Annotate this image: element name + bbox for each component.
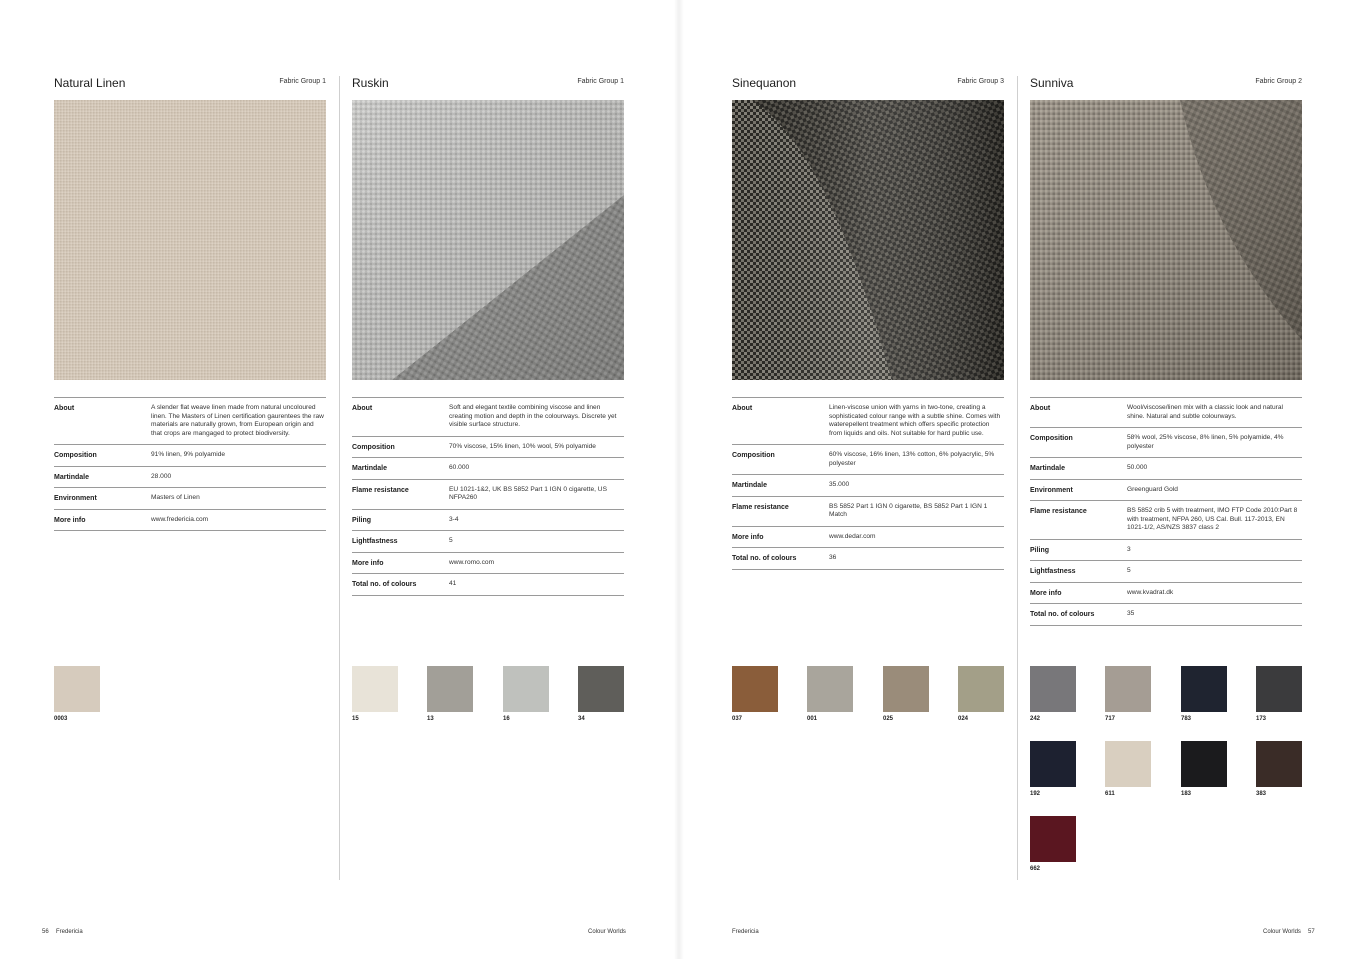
spec-row bbox=[352, 480, 624, 510]
spec-label: Piling bbox=[352, 516, 372, 524]
spec-row bbox=[54, 510, 326, 532]
color-swatch[interactable] bbox=[427, 666, 473, 712]
spec-label: Martindale bbox=[1030, 465, 1066, 472]
swatch-code: 183 bbox=[1181, 791, 1192, 797]
spec-value: 35 bbox=[1127, 610, 1135, 617]
brand-left: Fredericia bbox=[56, 929, 83, 935]
fabric-specs bbox=[1030, 397, 1302, 626]
color-swatch[interactable] bbox=[503, 666, 549, 712]
spec-value: 36 bbox=[829, 554, 837, 561]
spec-row bbox=[1030, 480, 1302, 502]
spec-row bbox=[54, 445, 326, 467]
spec-value: Linen-viscose union with yarns in two-tone, creating a sophisticated colour range with a subtle shine. Comes with waterepellent treatment which offers specific protection from liquids and oils. Not suitable for hard public use. bbox=[829, 404, 1001, 437]
spec-row bbox=[1030, 458, 1302, 480]
page-number-left: 56 bbox=[42, 929, 49, 935]
spec-value: BS 5852 crib 5 with treatment, IMO FTP Code 2010:Part 8 with treatment, NFPA 260, US Cal. Bull. 117-2013, EN 1021-1/2, AS/NZS 3837 class 2 bbox=[1127, 507, 1298, 531]
spec-label: Total no. of colours bbox=[1030, 611, 1095, 618]
spec-label: Composition bbox=[352, 443, 395, 451]
spec-value: A slender flat weave linen made from natural uncoloured linen. The Masters of Linen certification gaurentees the raw materials are naturally grown, from European origin and that crops are mangaged to protect biodiversity. bbox=[151, 404, 324, 437]
spec-label: Composition bbox=[732, 452, 775, 459]
spec-row bbox=[352, 458, 624, 480]
color-swatch[interactable] bbox=[54, 666, 100, 712]
spec-row bbox=[1030, 428, 1302, 458]
color-swatch[interactable] bbox=[1105, 741, 1151, 787]
fabric-card-ruskin bbox=[352, 0, 624, 959]
spec-label: Piling bbox=[1030, 546, 1050, 554]
spec-row bbox=[352, 437, 624, 459]
fabric-group: Fabric Group 2 bbox=[1255, 78, 1302, 85]
swatch-code: 15 bbox=[352, 716, 359, 722]
swatch-code: 037 bbox=[732, 716, 743, 722]
spec-row bbox=[352, 574, 624, 596]
spec-row bbox=[54, 488, 326, 510]
fabric-group: Fabric Group 1 bbox=[577, 78, 624, 85]
spec-value: 91% linen, 9% polyamide bbox=[151, 451, 226, 458]
page-gutter bbox=[674, 0, 684, 959]
fabric-card-sinequanon bbox=[732, 0, 1004, 959]
spec-label: About bbox=[1030, 405, 1051, 412]
fabric-specs bbox=[352, 397, 624, 596]
spec-value: 3-4 bbox=[449, 515, 459, 523]
spec-label: About bbox=[352, 405, 373, 412]
spec-label: More info bbox=[352, 559, 384, 567]
spec-row bbox=[732, 398, 1004, 445]
spec-row bbox=[1030, 501, 1302, 540]
color-swatch[interactable] bbox=[1105, 666, 1151, 712]
fabric-group: Fabric Group 1 bbox=[279, 78, 326, 85]
fabric-specs bbox=[732, 397, 1004, 570]
swatch-code: 024 bbox=[958, 716, 969, 722]
spec-row bbox=[1030, 561, 1302, 583]
swatch-code: 34 bbox=[578, 716, 585, 722]
color-swatch[interactable] bbox=[807, 666, 853, 712]
fabric-group: Fabric Group 3 bbox=[957, 78, 1004, 85]
section-right: Colour Worlds bbox=[1263, 929, 1301, 935]
spec-value: 60.000 bbox=[449, 464, 470, 471]
fabric-name: Sinequanon bbox=[732, 76, 797, 90]
swatch-code: 662 bbox=[1030, 866, 1041, 872]
fabric-photo bbox=[732, 100, 1004, 380]
spec-value: Wool/viscose/linen mix with a classic look and natural shine. Natural and subtle colourways. bbox=[1127, 404, 1283, 420]
spec-label: Lightfastness bbox=[1030, 568, 1076, 575]
spec-label: Composition bbox=[1030, 435, 1073, 442]
swatch-code: 242 bbox=[1030, 716, 1041, 722]
color-swatch[interactable] bbox=[1030, 666, 1076, 712]
fabric-name: Sunniva bbox=[1030, 76, 1074, 90]
spec-row bbox=[1030, 583, 1302, 605]
color-swatch[interactable] bbox=[578, 666, 624, 712]
spec-value: 35.000 bbox=[829, 481, 850, 488]
spec-label: Environment bbox=[54, 495, 97, 502]
spec-row bbox=[352, 510, 624, 532]
fabric-card-natural-linen bbox=[54, 0, 326, 959]
color-swatch[interactable] bbox=[1256, 666, 1302, 712]
spec-value: www.kvadrat.dk bbox=[1127, 588, 1174, 596]
spec-value: www.fredericia.com bbox=[151, 515, 209, 523]
spec-label: More info bbox=[1030, 589, 1062, 597]
spec-label: About bbox=[732, 405, 753, 412]
spec-value: Masters of Linen bbox=[151, 494, 200, 501]
swatch-code: 001 bbox=[807, 716, 818, 722]
spec-row bbox=[732, 475, 1004, 497]
spec-value: 41 bbox=[449, 580, 457, 587]
spec-row bbox=[1030, 398, 1302, 428]
spec-value: 5 bbox=[449, 537, 453, 544]
spec-row bbox=[732, 527, 1004, 549]
spec-row bbox=[54, 467, 326, 489]
swatch-code: 13 bbox=[427, 716, 434, 722]
spec-label: Martindale bbox=[352, 465, 388, 472]
spec-row bbox=[1030, 540, 1302, 562]
color-swatch[interactable] bbox=[1030, 741, 1076, 787]
swatch-code: 611 bbox=[1105, 791, 1115, 797]
swatch-code: 025 bbox=[883, 716, 894, 722]
spec-label: More info bbox=[54, 516, 86, 524]
spec-value: Soft and elegant textile combining viscose and linen creating motion and depth in the colourways. Discrete yet visible surface structure. bbox=[449, 404, 617, 428]
spec-value: www.dedar.com bbox=[829, 532, 876, 540]
color-swatch[interactable] bbox=[1181, 741, 1227, 787]
spec-value: 3 bbox=[1127, 545, 1131, 553]
page-number-right: 57 bbox=[1308, 929, 1315, 935]
spec-row bbox=[352, 531, 624, 553]
spec-value: EU 1021-1&2, UK BS 5852 Part 1 IGN 0 cigarette, US NFPA260 bbox=[449, 485, 607, 501]
color-swatch[interactable] bbox=[883, 666, 929, 712]
fabric-photo bbox=[54, 100, 326, 380]
spec-label: More info bbox=[732, 533, 764, 541]
fabric-card-sunniva bbox=[1030, 0, 1302, 959]
spec-label: Composition bbox=[54, 452, 97, 459]
spec-row bbox=[352, 553, 624, 575]
color-swatch[interactable] bbox=[1256, 741, 1302, 787]
spec-value: 5 bbox=[1127, 567, 1131, 574]
swatch-code: 192 bbox=[1030, 791, 1041, 797]
color-swatch[interactable] bbox=[958, 666, 1004, 712]
fabric-name: Natural Linen bbox=[54, 76, 126, 90]
section-left: Colour Worlds bbox=[588, 929, 626, 935]
spec-label: Flame resistance bbox=[1030, 508, 1087, 515]
fabric-name: Ruskin bbox=[352, 76, 389, 90]
spec-row bbox=[732, 445, 1004, 475]
fabric-photo bbox=[1030, 100, 1302, 380]
spec-row bbox=[732, 548, 1004, 570]
fabric-specs bbox=[54, 397, 326, 531]
spec-value: 70% viscose, 15% linen, 10% wool, 5% polyamide bbox=[449, 442, 596, 450]
spec-value: 50.000 bbox=[1127, 464, 1148, 471]
color-swatch[interactable] bbox=[352, 666, 398, 712]
fabric-photo bbox=[352, 100, 624, 380]
spec-label: Environment bbox=[1030, 486, 1073, 494]
spec-value: Greenguard Gold bbox=[1127, 485, 1178, 493]
spec-row bbox=[352, 398, 624, 437]
color-swatch[interactable] bbox=[732, 666, 778, 712]
swatch-code: 16 bbox=[503, 716, 510, 722]
swatch-code: 0003 bbox=[54, 716, 68, 722]
swatch-code: 383 bbox=[1256, 791, 1267, 797]
spec-row bbox=[1030, 604, 1302, 626]
spec-row bbox=[732, 497, 1004, 527]
spec-label: Flame resistance bbox=[352, 486, 409, 494]
spec-label: Martindale bbox=[54, 473, 90, 481]
spec-row bbox=[54, 398, 326, 445]
spec-label: Martindale bbox=[732, 482, 768, 489]
swatch-code: 173 bbox=[1256, 716, 1267, 722]
spec-label: Total no. of colours bbox=[732, 555, 797, 562]
swatch-code: 717 bbox=[1105, 716, 1116, 722]
spec-label: Lightfastness bbox=[352, 538, 398, 545]
spec-label: About bbox=[54, 405, 75, 412]
brand-right: Fredericia bbox=[732, 929, 759, 935]
spec-value: 60% viscose, 16% linen, 13% cotton, 6% polyacrylic, 5% polyester bbox=[829, 451, 995, 467]
color-swatch[interactable] bbox=[1030, 816, 1076, 862]
spec-value: 58% wool, 25% viscose, 8% linen, 5% polyamide, 4% polyester bbox=[1127, 434, 1284, 450]
spec-value: BS 5852 Part 1 IGN 0 cigarette, BS 5852 Part 1 IGN 1 Match bbox=[829, 502, 988, 518]
column-divider bbox=[1017, 76, 1018, 880]
column-divider bbox=[339, 76, 340, 880]
spec-label: Total no. of colours bbox=[352, 581, 417, 588]
color-swatch[interactable] bbox=[1181, 666, 1227, 712]
swatch-code: 783 bbox=[1181, 716, 1192, 722]
spec-label: Flame resistance bbox=[732, 503, 789, 511]
spec-value: 28.000 bbox=[151, 472, 172, 480]
spec-value: www.romo.com bbox=[449, 558, 495, 566]
